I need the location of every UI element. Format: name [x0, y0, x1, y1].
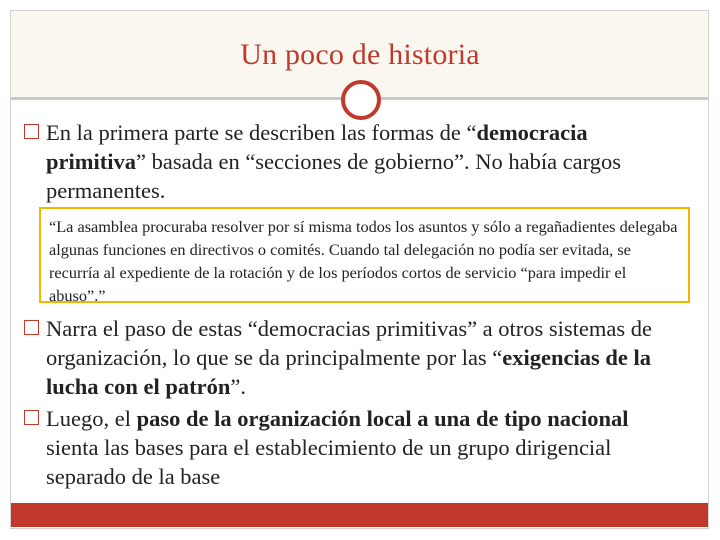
slide-title: Un poco de historia	[240, 38, 480, 71]
quote-box	[39, 207, 690, 303]
divider-circle-icon	[341, 80, 381, 120]
square-bullet-icon	[24, 124, 39, 139]
square-bullet-icon	[24, 410, 39, 425]
bullet-item-3	[24, 404, 684, 491]
square-bullet-icon	[24, 320, 39, 335]
bullet-text: Narra el paso de estas “democracias primitivas” a otros sistemas de organización, lo que se da principalmente por las “exigencias de la lucha con el patrón”.	[46, 316, 653, 399]
bullet-item-1	[24, 118, 684, 205]
footer-bar	[11, 503, 708, 527]
bullet-item-2	[24, 314, 684, 401]
quote-text: “La asamblea procuraba resolver por sí misma todos los asuntos y sólo a regañadientes delegaba algunas funciones en directivos o comités. Cuando tal delegación no podía ser evitada, se recurría al expediente de la rotación y de los períodos cortos de servicio “para impedir el abuso”.”	[49, 217, 678, 305]
bullet-text: Luego, el paso de la organización local a una de tipo nacional sienta las bases para el establecimiento de un grupo dirigencial separado de la base	[46, 406, 629, 489]
bullet-text: En la primera parte se describen las formas de “democracia primitiva” basada en “secciones de gobierno”. No había cargos permanentes.	[46, 120, 622, 203]
